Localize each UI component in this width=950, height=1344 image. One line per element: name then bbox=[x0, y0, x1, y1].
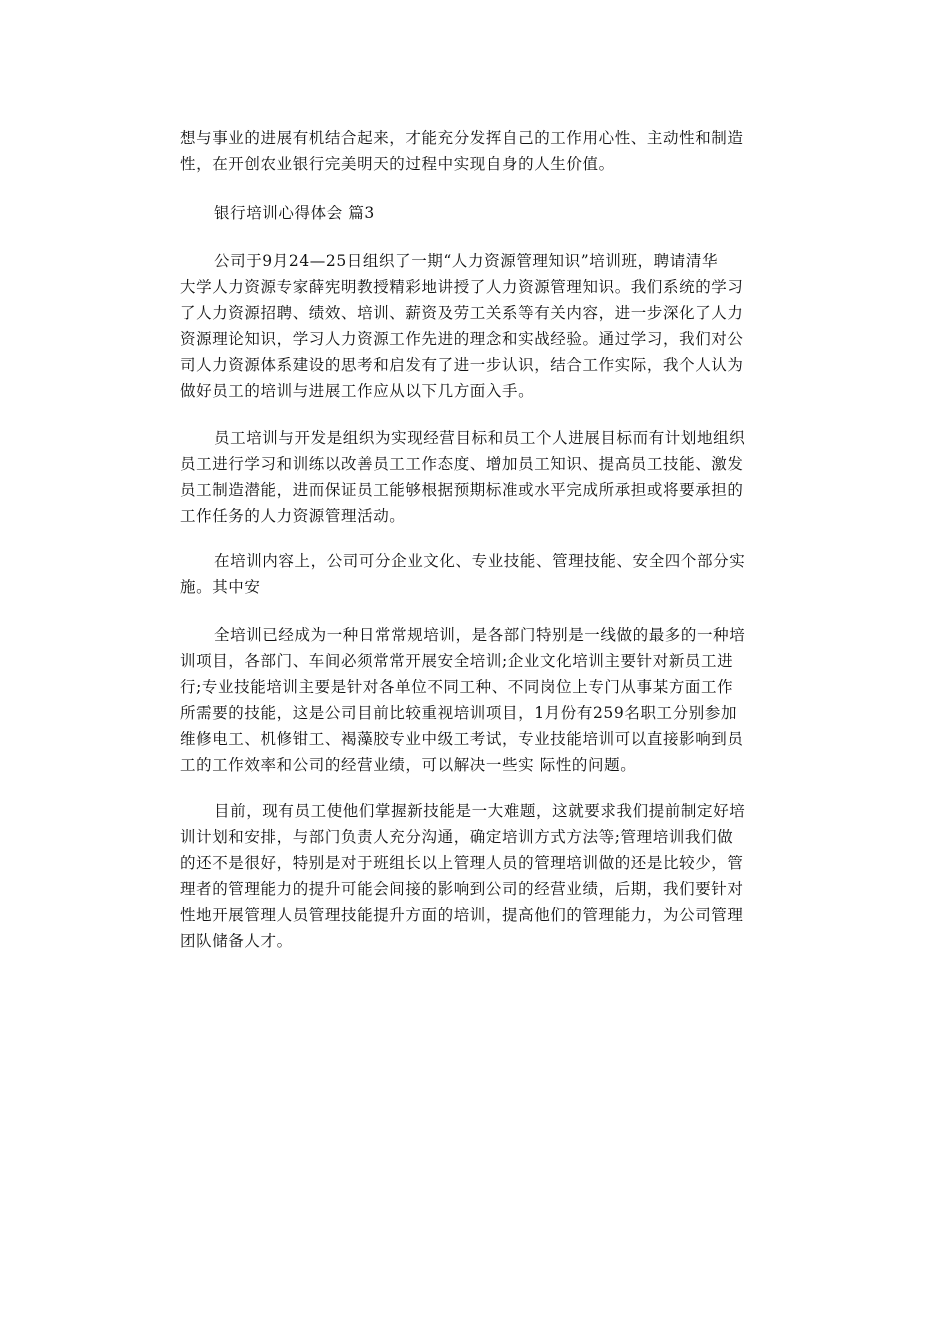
text-line: 在培训内容上，公司可分企业文化、专业技能、管理技能、安全四个部分实 bbox=[214, 552, 746, 570]
text-line: 做好员工的培训与进展工作应从以下几方面入手。 bbox=[180, 382, 535, 400]
text-line: 公司于9月24—25日组织了一期“人力资源管理知识”培训班，聘请清华 bbox=[214, 252, 719, 270]
text-line: 目前，现有员工使他们掌握新技能是一大难题，这就要求我们提前制定好培 bbox=[214, 802, 746, 820]
text-line: 员工进行学习和训练以改善员工工作态度、增加员工知识、提高员工技能、激发 bbox=[180, 455, 744, 473]
text-line: 理者的管理能力的提升可能会间接的影响到公司的经营业绩，后期，我们要针对 bbox=[180, 880, 744, 898]
text-line: 员工制造潜能，进而保证员工能够根据预期标准或水平完成所承担或将要承担的 bbox=[180, 481, 744, 499]
text-line: 大学人力资源专家薛宪明教授精彩地讲授了人力资源管理知识。我们系统的学习 bbox=[180, 278, 744, 296]
text-line: 全培训已经成为一种日常常规培训，是各部门特别是一线做的最多的一种培 bbox=[214, 626, 746, 644]
text-line: 性，在开创农业银行完美明天的过程中实现自身的人生价值。 bbox=[180, 155, 615, 173]
text-line: 训计划和安排，与部门负责人充分沟通，确定培训方式方法等;管理培训我们做 bbox=[180, 828, 734, 846]
text-line: 训项目，各部门、车间必须常常开展安全培训;企业文化培训主要针对新员工进 bbox=[180, 652, 734, 670]
text-line: 的还不是很好，特别是对于班组长以上管理人员的管理培训做的还是比较少，管 bbox=[180, 854, 744, 872]
text-line: 团队储备人才。 bbox=[180, 932, 293, 950]
text-line: 工的工作效率和公司的经营业绩，可以解决一些实 际性的问题。 bbox=[180, 756, 637, 774]
text-line: 想与事业的进展有机结合起来，才能充分发挥自己的工作用心性、主动性和制造 bbox=[180, 129, 744, 147]
text-line: 资源理论知识，学习人力资源工作先进的理念和实战经验。通过学习，我们对公 bbox=[180, 330, 744, 348]
text-line: 员工培训与开发是组织为实现经营目标和员工个人进展目标而有计划地组织 bbox=[214, 429, 746, 447]
text-line: 施。其中安 bbox=[180, 578, 261, 596]
text-line: 性地开展管理人员管理技能提升方面的培训，提高他们的管理能力，为公司管理 bbox=[180, 906, 744, 924]
text-line: 所需要的技能，这是公司目前比较重视培训项目，1月份有259名职工分别参加 bbox=[180, 704, 738, 722]
text-line: 行;专业技能培训主要是针对各单位不同工种、不同岗位上专门从事某方面工作 bbox=[180, 678, 734, 696]
text-line: 司人力资源体系建设的思考和启发有了进一步认识，结合工作实际，我个人认为 bbox=[180, 356, 744, 374]
text-line: 工作任务的人力资源管理活动。 bbox=[180, 507, 406, 525]
section-heading: 银行培训心得体会 篇3 bbox=[214, 204, 375, 222]
text-line: 维修电工、机修钳工、褐藻胶专业中级工考试，专业技能培训可以直接影响到员 bbox=[180, 730, 744, 748]
text-line: 了人力资源招聘、绩效、培训、薪资及劳工关系等有关内容，进一步深化了人力 bbox=[180, 304, 744, 322]
